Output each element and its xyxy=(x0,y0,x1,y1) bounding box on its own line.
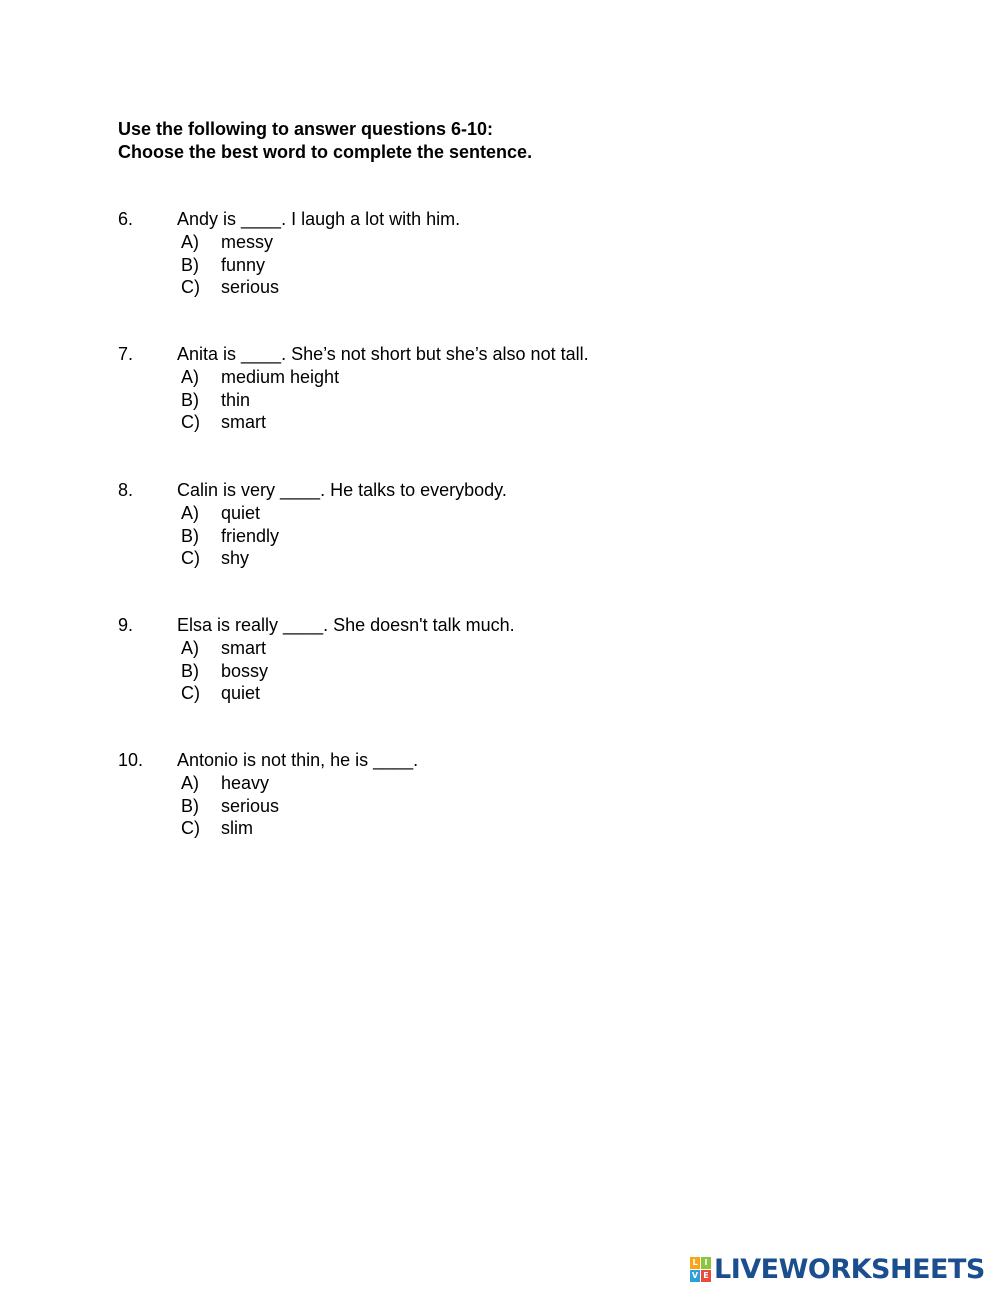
option-b[interactable] xyxy=(118,525,818,548)
option-text: serious xyxy=(221,277,280,297)
option-text: funny xyxy=(221,254,266,275)
option-letter: B) xyxy=(181,389,199,410)
question-text: Calin is very ____. He talks to everybody. xyxy=(177,480,507,500)
option-text: shy xyxy=(221,548,250,568)
option-c[interactable] xyxy=(118,817,818,840)
option-b[interactable] xyxy=(118,389,818,412)
option-text: bossy xyxy=(221,660,269,681)
question-10 xyxy=(118,749,818,840)
logo-mark-letter: E xyxy=(701,1270,711,1282)
option-text: messy xyxy=(221,232,274,252)
option-text: smart xyxy=(221,412,266,432)
option-letter: B) xyxy=(181,795,199,816)
option-text: friendly xyxy=(221,525,280,546)
option-letter: B) xyxy=(181,660,199,681)
option-text: medium height xyxy=(221,367,340,387)
question-number: 9. xyxy=(118,615,134,635)
liveworksheets-mark-icon xyxy=(690,1257,711,1282)
option-letter: C) xyxy=(181,683,200,703)
question-number: 7. xyxy=(118,344,134,364)
question-number: 8. xyxy=(118,480,134,500)
question-text: Anita is ____. She’s not short but she’s also not tall. xyxy=(177,344,589,364)
option-letter: C) xyxy=(181,412,200,432)
question-text: Antonio is not thin, he is ____. xyxy=(177,750,419,770)
option-letter: B) xyxy=(181,254,199,275)
instructions xyxy=(118,118,532,164)
instructions-line-2: Choose the best word to complete the sentence. xyxy=(118,142,533,162)
option-letter: A) xyxy=(181,638,199,658)
logo-text: LIVEWORKSHEETS xyxy=(714,1253,985,1285)
question-7 xyxy=(118,343,818,434)
option-letter: C) xyxy=(181,548,200,568)
instructions-line-1: Use the following to answer questions 6-10: xyxy=(118,119,494,139)
option-letter: A) xyxy=(181,773,199,793)
option-c[interactable] xyxy=(118,547,818,570)
option-b[interactable] xyxy=(118,254,818,277)
option-letter: A) xyxy=(181,232,199,252)
option-text: quiet xyxy=(221,683,261,703)
option-text: heavy xyxy=(221,773,270,793)
option-b[interactable] xyxy=(118,660,818,683)
option-letter: A) xyxy=(181,503,199,523)
option-c[interactable] xyxy=(118,682,818,705)
option-a[interactable] xyxy=(118,772,818,795)
option-a[interactable] xyxy=(118,366,818,389)
option-c[interactable] xyxy=(118,411,818,434)
option-letter: C) xyxy=(181,277,200,297)
option-a[interactable] xyxy=(118,231,818,254)
option-text: quiet xyxy=(221,503,261,523)
option-text: serious xyxy=(221,795,280,816)
option-text: slim xyxy=(221,818,253,838)
liveworksheets-logo xyxy=(690,1254,985,1284)
option-text: thin xyxy=(221,389,251,410)
option-a[interactable] xyxy=(118,502,818,525)
option-letter: B) xyxy=(181,525,199,546)
option-letter: C) xyxy=(181,818,200,838)
logo-mark-letter: L xyxy=(690,1257,700,1269)
question-6 xyxy=(118,208,818,299)
question-9 xyxy=(118,614,818,705)
option-text: smart xyxy=(221,638,266,658)
logo-mark-letter: V xyxy=(691,1270,699,1280)
option-a[interactable] xyxy=(118,637,818,660)
question-number: 10. xyxy=(118,750,144,770)
option-b[interactable] xyxy=(118,795,818,818)
question-number: 6. xyxy=(118,209,134,229)
question-text: Elsa is really ____. She doesn't talk much. xyxy=(177,615,515,635)
logo-mark-letter: I xyxy=(701,1257,711,1269)
question-8 xyxy=(118,479,818,570)
question-text: Andy is ____. I laugh a lot with him. xyxy=(177,209,461,229)
option-letter: A) xyxy=(181,367,199,387)
option-c[interactable] xyxy=(118,276,818,299)
